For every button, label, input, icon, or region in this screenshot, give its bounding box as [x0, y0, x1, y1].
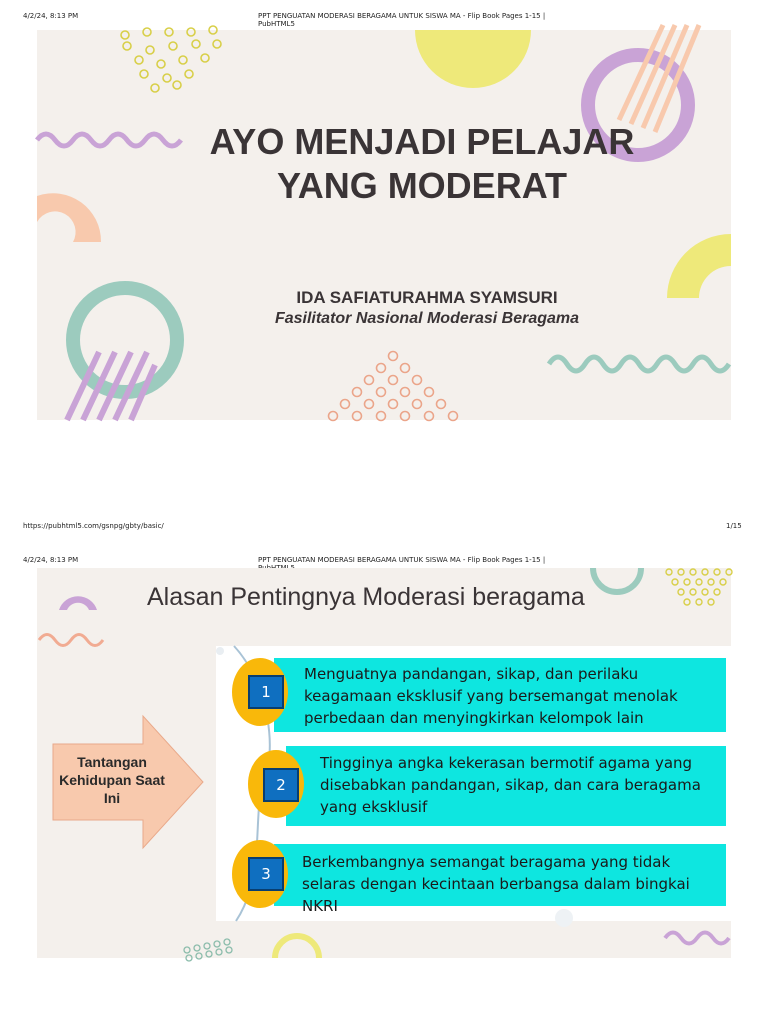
reason-text-2: Tingginya angka kekerasan bermotif agama yang disebabkan pandangan, sikap, dan cara beragama yang eksklusif [320, 754, 701, 816]
reason-number-3: 3 [248, 857, 284, 891]
peach-arc [37, 193, 101, 242]
peach-wave [39, 635, 103, 646]
reason-number-1: 1 [248, 675, 284, 709]
sage-wave-right [549, 357, 729, 371]
dot-pattern-yellow [666, 569, 732, 605]
print-url: https://pubhtml5.com/gsnpg/gbty/basic/ [23, 522, 164, 530]
print-datetime: 4/2/24, 8:13 PM [23, 12, 79, 20]
reasons-panel [216, 646, 731, 921]
slide1-role: Fasilitator Nasional Moderasi Beragama [274, 310, 580, 327]
dot-pattern-yellow [121, 26, 221, 92]
arrow-label: Tantangan Kehidupan Saat Ini [59, 754, 165, 806]
slide1-decorations [37, 30, 731, 420]
lilac-wave-right [665, 933, 729, 944]
slide1-title: AYO MENJADI PELAJAR YANG MODERAT [209, 121, 635, 206]
slide2-title: Alasan Pentingnya Moderasi beragama [147, 583, 585, 611]
print-page-number: 1/15 [726, 522, 742, 530]
dot-pattern-peach [329, 352, 458, 421]
print-page-title: PPT PENGUATAN MODERASI BERAGAMA UNTUK SISWA MA - Flip Book Pages 1-15 | [258, 556, 546, 564]
lilac-wave-left [37, 134, 181, 146]
yellow-arc-right [667, 234, 731, 298]
slide-reasons [37, 568, 731, 958]
reason-bar-2 [286, 746, 726, 826]
yellow-arc-bottom [275, 936, 319, 958]
reason-text-1: Menguatnya pandangan, sikap, dan perilaku keagamaan eksklusif yang bersemangat menolak perbedaan dan menyingkirkan kelompok lain [304, 665, 678, 727]
reason-number-2: 2 [263, 768, 299, 802]
print-page-title: PPT PENGUATAN MODERASI BERAGAMA UNTUK SISWA MA - Flip Book Pages 1-15 | PubHTML5 [258, 12, 546, 28]
lilac-half-circle [59, 596, 97, 610]
slide1-author: IDA SAFIATURAHMA SYAMSURI [296, 288, 558, 307]
yellow-half-circle [415, 30, 531, 88]
print-datetime: 4/2/24, 8:13 PM [23, 556, 79, 564]
reason-text-3: Berkembangnya semangat beragama yang tidak selaras dengan kecintaan berbangsa dalam bingkai NKRI [302, 853, 690, 915]
slide-title [37, 30, 731, 420]
reason-bar-3 [274, 844, 726, 915]
dot-pattern-sage [184, 939, 232, 961]
reason-bar-1 [274, 658, 726, 732]
